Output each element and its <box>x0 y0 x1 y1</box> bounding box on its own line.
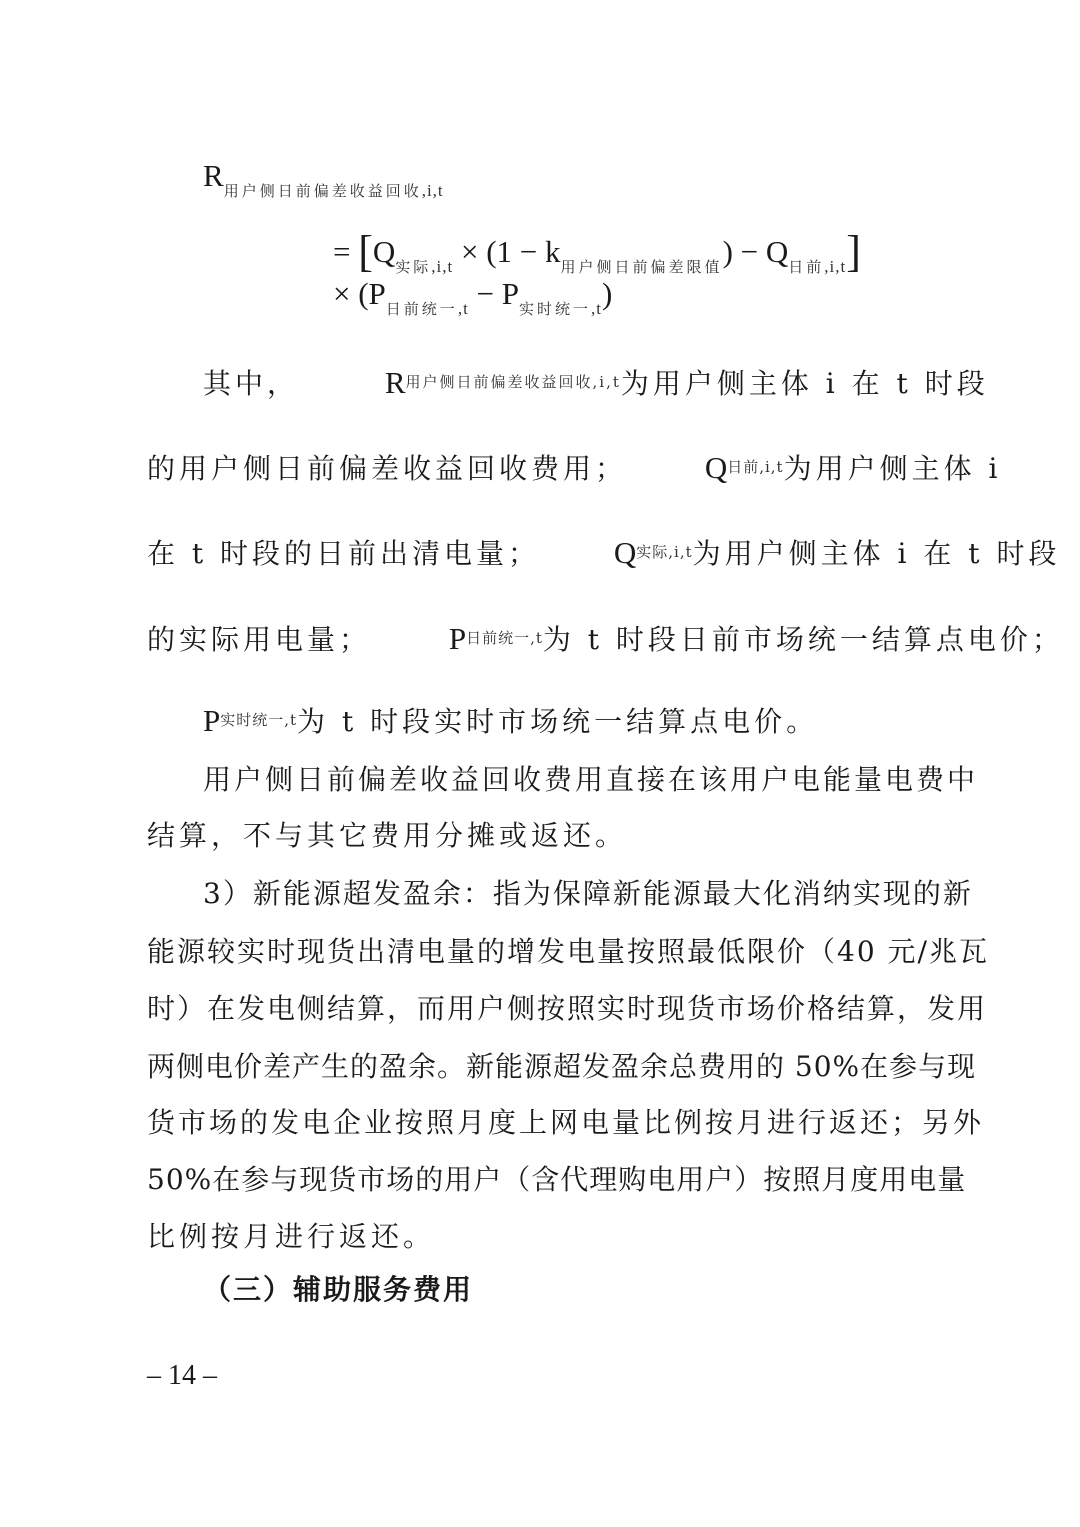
formula-paren-open: (1 − k <box>486 234 561 269</box>
def-r-symbol: R <box>384 365 406 400</box>
formula-p-realtime-sub-t: ,t <box>591 299 603 318</box>
formula-lhs-sub-it: ,i,t <box>421 181 444 200</box>
formula-paren-close: ) − Q <box>722 234 789 269</box>
para2-line-7: 比例按月进行返还。 <box>147 1220 436 1253</box>
formula-times-2: × (P <box>333 276 386 311</box>
formula-q-actual-sub-it: ,i,t <box>431 257 454 276</box>
page-number: – 14 – <box>147 1360 217 1391</box>
formula-left-bracket: [ <box>358 227 373 276</box>
def-line-4 <box>147 618 1064 658</box>
para2-line-2: 能源较实时现货出清电量的增发电量按照最低限价（40 元/兆瓦 <box>147 935 989 968</box>
def-line-2-suffix: 为用户侧主体 i <box>783 452 1002 485</box>
formula-q-dayahead-sub-it: ,i,t <box>824 257 847 276</box>
def-qa-symbol: Q <box>613 535 637 570</box>
def-r-sub: 用户侧日前偏差收益回收,i,t <box>405 373 621 391</box>
formula-lhs-symbol: R <box>203 158 224 193</box>
def-line-5 <box>203 700 818 740</box>
para2-line-5: 货市场的发电企业按照月度上网电量比例按月进行返还；另外 <box>147 1106 985 1139</box>
formula-line-2 <box>333 222 861 276</box>
formula-lhs-sub: 用户侧日前偏差收益回收 <box>223 184 422 200</box>
def-q-sub: 日前,i,t <box>727 458 784 476</box>
def-q-symbol: Q <box>704 450 728 485</box>
def-line-1 <box>203 362 989 402</box>
formula-k-sub: 用户侧日前偏差限值 <box>560 260 723 276</box>
def-pd-sub: 日前统一,t <box>466 629 543 647</box>
formula-q-actual-sub: 实际 <box>395 260 432 276</box>
def-line-3 <box>147 532 1060 572</box>
formula-equals: = <box>333 234 351 269</box>
def-line-3-suffix: 为用户侧主体 i 在 t 时段 <box>692 537 1061 570</box>
def-line-3-prefix: 在 t 时段的日前出清电量； <box>147 537 541 570</box>
def-pr-sub: 实时统一,t <box>220 711 298 729</box>
formula-close: ) <box>602 276 613 311</box>
formula-times-1: × <box>461 234 479 269</box>
def-qa-sub: 实际,i,t <box>636 543 693 561</box>
para1-line-1: 用户侧日前偏差收益回收费用直接在该用户电能量电费中 <box>203 763 979 796</box>
formula-p-dayahead-sub: 日前统一 <box>385 302 458 318</box>
formula-line-1 <box>203 158 444 200</box>
section-heading: （三）辅助服务费用 <box>203 1273 474 1306</box>
formula-p-dayahead-sub-t: ,t <box>457 299 469 318</box>
formula-p-realtime-sub: 实时统一 <box>519 302 592 318</box>
def-line-4-suffix: 为 t 时段日前市场统一结算点电价； <box>542 623 1064 656</box>
para1-line-2: 结算，不与其它费用分摊或返还。 <box>147 819 628 852</box>
def-line-2 <box>147 447 1001 487</box>
formula-line-3 <box>333 276 613 318</box>
def-pd-symbol: P <box>448 621 467 656</box>
para2-line-1: 3）新能源超发盈余：指为保障新能源最大化消纳实现的新 <box>203 877 973 910</box>
para2-line-3: 时）在发电侧结算，而用户侧按照实时现货市场价格结算，发用 <box>147 992 988 1025</box>
def-line-5-suffix: 为 t 时段实时市场统一结算点电价。 <box>297 705 819 738</box>
def-line-4-prefix: 的实际用电量； <box>147 623 372 656</box>
formula-q-dayahead-sub: 日前 <box>788 260 825 276</box>
formula-right-bracket: ] <box>846 227 861 276</box>
def-line-1-prefix: 其中， <box>203 367 300 400</box>
formula-q-actual: Q <box>372 234 396 269</box>
def-line-1-suffix: 为用户侧主体 i 在 t 时段 <box>620 367 989 400</box>
def-line-2-prefix: 的用户侧日前偏差收益回收费用； <box>147 452 628 485</box>
para2-line-6: 50%在参与现货市场的用户（含代理购电用户）按照月度用电量 <box>147 1163 967 1196</box>
def-pr-symbol: P <box>203 703 221 738</box>
para2-line-4: 两侧电价差产生的盈余。新能源超发盈余总费用的 50%在参与现 <box>147 1050 977 1083</box>
formula-minus: − P <box>476 276 520 311</box>
